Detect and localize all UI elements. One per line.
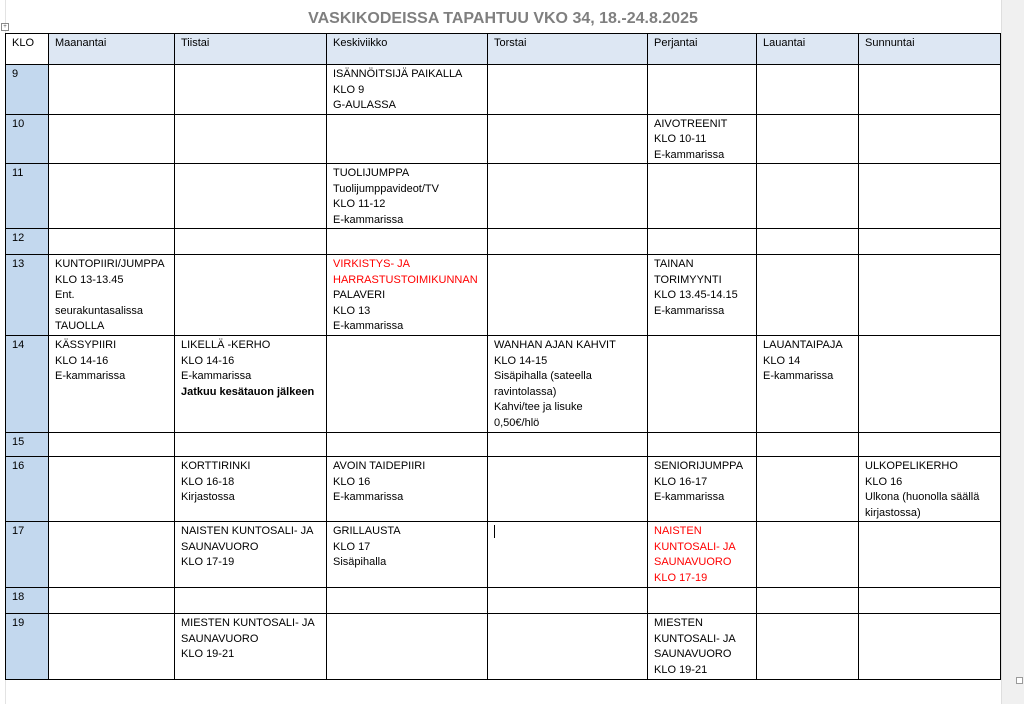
header-wednesday: Keskiviikko: [327, 34, 488, 65]
event-cell[interactable]: [49, 255, 175, 336]
event-line: E-kammarissa: [654, 304, 725, 317]
event-cell[interactable]: [488, 614, 648, 680]
table-resize-handle[interactable]: [1016, 677, 1023, 684]
event-cell[interactable]: [757, 433, 859, 457]
event-cell[interactable]: [648, 229, 757, 255]
event-cell[interactable]: [859, 522, 1001, 588]
event-line: KLO 9: [333, 83, 365, 96]
event-cell[interactable]: [175, 65, 327, 115]
event-line: TAUOLLA: [55, 320, 105, 332]
event-cell[interactable]: [648, 457, 757, 522]
event-cell[interactable]: [327, 336, 488, 433]
event-line: KLO 16: [865, 475, 903, 488]
event-cell[interactable]: [488, 255, 648, 336]
row-hour-18: [6, 588, 1001, 614]
event-cell[interactable]: [49, 433, 175, 457]
event-line: E-kammarissa: [763, 370, 834, 382]
event-cell[interactable]: [757, 336, 859, 433]
event-line: KLO 19-21: [181, 648, 235, 660]
event-line: KLO 16-18: [181, 475, 235, 488]
event-line: E-kammarissa: [181, 370, 252, 382]
event-line: SENIORIJUMPPA: [654, 460, 744, 472]
event-cell[interactable]: [49, 65, 175, 115]
row-hour-17: [6, 522, 1001, 588]
event-cell[interactable]: [859, 65, 1001, 115]
event-line: E-kammarissa: [333, 320, 404, 332]
event-line: PALAVERI: [333, 289, 386, 301]
event-cell[interactable]: [175, 614, 327, 680]
event-cell[interactable]: [49, 114, 175, 164]
event-cell[interactable]: [648, 164, 757, 229]
event-line: E-kammarissa: [654, 491, 725, 503]
row-hour-14: [6, 336, 1001, 433]
event-line: KORTTIRINKI: [181, 460, 251, 472]
event-line: SAUNAVUORO: [181, 540, 259, 553]
event-cell[interactable]: [488, 65, 648, 115]
row-hour-13: [6, 255, 1001, 336]
event-line: KLO 11-12: [333, 198, 386, 210]
event-cell[interactable]: [757, 614, 859, 680]
event-cell[interactable]: [757, 229, 859, 255]
event-cell[interactable]: [859, 433, 1001, 457]
event-line: ISÄNNÖITSIJÄ PAIKALLA: [333, 68, 463, 80]
event-cell[interactable]: [648, 114, 757, 164]
event-cell[interactable]: [757, 255, 859, 336]
hour-cell: 17: [6, 522, 49, 588]
hour-cell: 9: [6, 65, 49, 115]
header-saturday: Lauantai: [757, 34, 859, 65]
event-cell[interactable]: [49, 164, 175, 229]
event-line: Jatkuu kesätauon jälkeen: [181, 385, 315, 398]
event-cell[interactable]: [488, 336, 648, 433]
hour-cell: 11: [6, 164, 49, 229]
header-sunday: Sunnuntai: [859, 34, 1001, 65]
event-cell[interactable]: [648, 65, 757, 115]
event-cell[interactable]: [327, 522, 488, 588]
text-cursor: [494, 525, 495, 538]
hour-cell: 14: [6, 336, 49, 433]
event-line: KLO 17-19: [654, 571, 708, 584]
event-line: KLO 13.45-14.15: [654, 289, 738, 301]
event-cell[interactable]: [488, 457, 648, 522]
hour-cell: 16: [6, 457, 49, 522]
event-cell[interactable]: [175, 336, 327, 433]
event-cell[interactable]: [648, 336, 757, 433]
header-friday: Perjantai: [648, 34, 757, 65]
event-line: Ulkona (huonolla säällä kirjastossa): [865, 491, 980, 519]
event-cell[interactable]: [49, 457, 175, 522]
event-line: SAUNAVUORO: [181, 632, 259, 645]
hour-cell: 13: [6, 255, 49, 336]
event-line: KLO 19-21: [654, 663, 708, 676]
event-line: Sisäpihalla (sateella: [494, 370, 592, 382]
header-thursday: Torstai: [488, 34, 648, 65]
row-hour-15: [6, 433, 1001, 457]
event-line: ravintolassa): [494, 385, 557, 398]
event-cell[interactable]: [488, 522, 648, 588]
event-line: E-kammarissa: [55, 370, 126, 382]
event-line: KLO 17: [333, 540, 371, 553]
event-line: AVOIN TAIDEPIIRI: [333, 460, 426, 472]
event-cell[interactable]: [175, 255, 327, 336]
event-cell[interactable]: [488, 433, 648, 457]
event-line: KLO 13-13.45: [55, 273, 124, 286]
event-line: Tuolijumppavideot/TV: [333, 182, 439, 195]
event-cell[interactable]: [175, 522, 327, 588]
event-cell[interactable]: [648, 433, 757, 457]
event-cell[interactable]: [488, 164, 648, 229]
event-line: TAINAN: [654, 258, 694, 270]
event-cell[interactable]: [327, 457, 488, 522]
event-cell[interactable]: [175, 457, 327, 522]
event-cell[interactable]: [757, 522, 859, 588]
row-hour-12: [6, 229, 1001, 255]
event-cell[interactable]: [859, 114, 1001, 164]
row-hour-10: [6, 114, 1001, 164]
hour-cell: 18: [6, 588, 49, 614]
event-line: KLO 10-11: [654, 133, 707, 145]
table-move-handle[interactable]: +: [1, 23, 9, 31]
event-cell[interactable]: [327, 229, 488, 255]
event-line: TORIMYYNTI: [654, 273, 722, 286]
event-line: ULKOPELIKERHO: [865, 460, 958, 472]
event-line: KLO 14-16: [181, 354, 235, 367]
event-cell[interactable]: [648, 614, 757, 680]
event-line: E-kammarissa: [333, 491, 404, 503]
event-cell[interactable]: [859, 614, 1001, 680]
event-line: HARRASTUSTOIMIKUNNAN: [333, 273, 478, 286]
event-cell[interactable]: [757, 164, 859, 229]
event-line: KLO 14-16: [55, 354, 109, 367]
event-cell[interactable]: [757, 457, 859, 522]
event-cell[interactable]: [175, 229, 327, 255]
event-cell[interactable]: [327, 588, 488, 614]
event-line: Sisäpihalla: [333, 556, 387, 568]
hour-cell: 15: [6, 433, 49, 457]
event-line: AIVOTREENIT: [654, 117, 728, 130]
event-cell[interactable]: [49, 614, 175, 680]
event-line: KLO 14: [763, 354, 801, 367]
row-hour-9: [6, 65, 1001, 115]
event-line: KÄSSYPIIRI: [55, 339, 117, 351]
event-cell[interactable]: [859, 255, 1001, 336]
event-line: Ent.: [55, 289, 75, 301]
event-cell[interactable]: [327, 433, 488, 457]
page-title: VASKIKODEISSA TAPAHTUU VKO 34, 18.-24.8.2025: [308, 10, 698, 27]
event-cell[interactable]: [327, 114, 488, 164]
event-cell[interactable]: [49, 229, 175, 255]
event-cell[interactable]: [488, 114, 648, 164]
event-cell[interactable]: [327, 65, 488, 115]
event-cell[interactable]: [859, 164, 1001, 229]
event-line: MIESTEN KUNTOSALI- JA: [181, 617, 315, 629]
event-line: WANHAN AJAN KAHVIT: [494, 339, 616, 351]
event-cell[interactable]: [859, 229, 1001, 255]
header-tuesday: Tiistai: [175, 34, 327, 65]
event-cell[interactable]: [648, 588, 757, 614]
schedule-body: [6, 65, 1001, 680]
event-line: KLO 17-19: [181, 556, 235, 568]
event-line: LIKELLÄ -KERHO: [181, 339, 271, 351]
event-cell[interactable]: [175, 164, 327, 229]
event-cell[interactable]: [757, 65, 859, 115]
schedule-table: [5, 33, 1001, 680]
event-cell[interactable]: [648, 522, 757, 588]
row-hour-11: [6, 164, 1001, 229]
event-cell[interactable]: [327, 614, 488, 680]
event-cell[interactable]: [648, 255, 757, 336]
event-cell[interactable]: [175, 114, 327, 164]
hour-cell: 19: [6, 614, 49, 680]
event-line: G-AULASSA: [333, 99, 396, 111]
event-line: MIESTEN: [654, 617, 703, 629]
header-monday: Maanantai: [49, 34, 175, 65]
event-line: KUNTOSALI- JA: [654, 632, 736, 645]
hour-cell: 10: [6, 114, 49, 164]
event-line: KUNTOSALI- JA: [654, 540, 736, 553]
event-cell[interactable]: [859, 457, 1001, 522]
event-line: seurakuntasalissa: [55, 304, 144, 317]
event-line: TUOLIJUMPPA: [333, 167, 410, 179]
hour-cell: 12: [6, 229, 49, 255]
right-gutter: [1001, 0, 1024, 704]
event-cell[interactable]: [49, 336, 175, 433]
event-cell[interactable]: [327, 164, 488, 229]
event-cell[interactable]: [488, 588, 648, 614]
event-line: SAUNAVUORO: [654, 556, 732, 568]
event-line: KLO 16: [333, 475, 371, 488]
event-line: E-kammarissa: [333, 213, 404, 226]
header-klo: KLO: [6, 34, 49, 65]
row-hour-16: [6, 457, 1001, 522]
event-line: KLO 14-15: [494, 354, 548, 367]
event-cell[interactable]: [327, 255, 488, 336]
event-line: GRILLAUSTA: [333, 525, 401, 537]
header-row: [6, 34, 1001, 65]
event-cell[interactable]: [175, 588, 327, 614]
event-line: Kirjastossa: [181, 491, 235, 503]
event-cell[interactable]: [859, 588, 1001, 614]
event-line: KLO 16-17: [654, 475, 708, 488]
row-hour-19: [6, 614, 1001, 680]
event-line: Kahvi/tee ja lisuke: [494, 401, 583, 413]
event-cell[interactable]: [175, 433, 327, 457]
event-line: LAUANTAIPAJA: [763, 339, 843, 351]
event-cell[interactable]: [859, 336, 1001, 433]
event-line: E-kammarissa: [654, 148, 725, 161]
event-cell[interactable]: [49, 588, 175, 614]
event-line: KLO 13: [333, 304, 371, 317]
event-cell[interactable]: [49, 522, 175, 588]
event-line: SAUNAVUORO: [654, 648, 732, 660]
event-cell[interactable]: [757, 588, 859, 614]
event-line: NAISTEN: [654, 525, 702, 537]
event-line: KUNTOPIIRI/JUMPPA: [55, 258, 165, 270]
event-cell[interactable]: [757, 114, 859, 164]
event-line: VIRKISTYS- JA: [333, 258, 411, 270]
event-cell[interactable]: [488, 229, 648, 255]
event-line: NAISTEN KUNTOSALI- JA: [181, 525, 314, 537]
event-line: 0,50€/hlö: [494, 416, 540, 429]
